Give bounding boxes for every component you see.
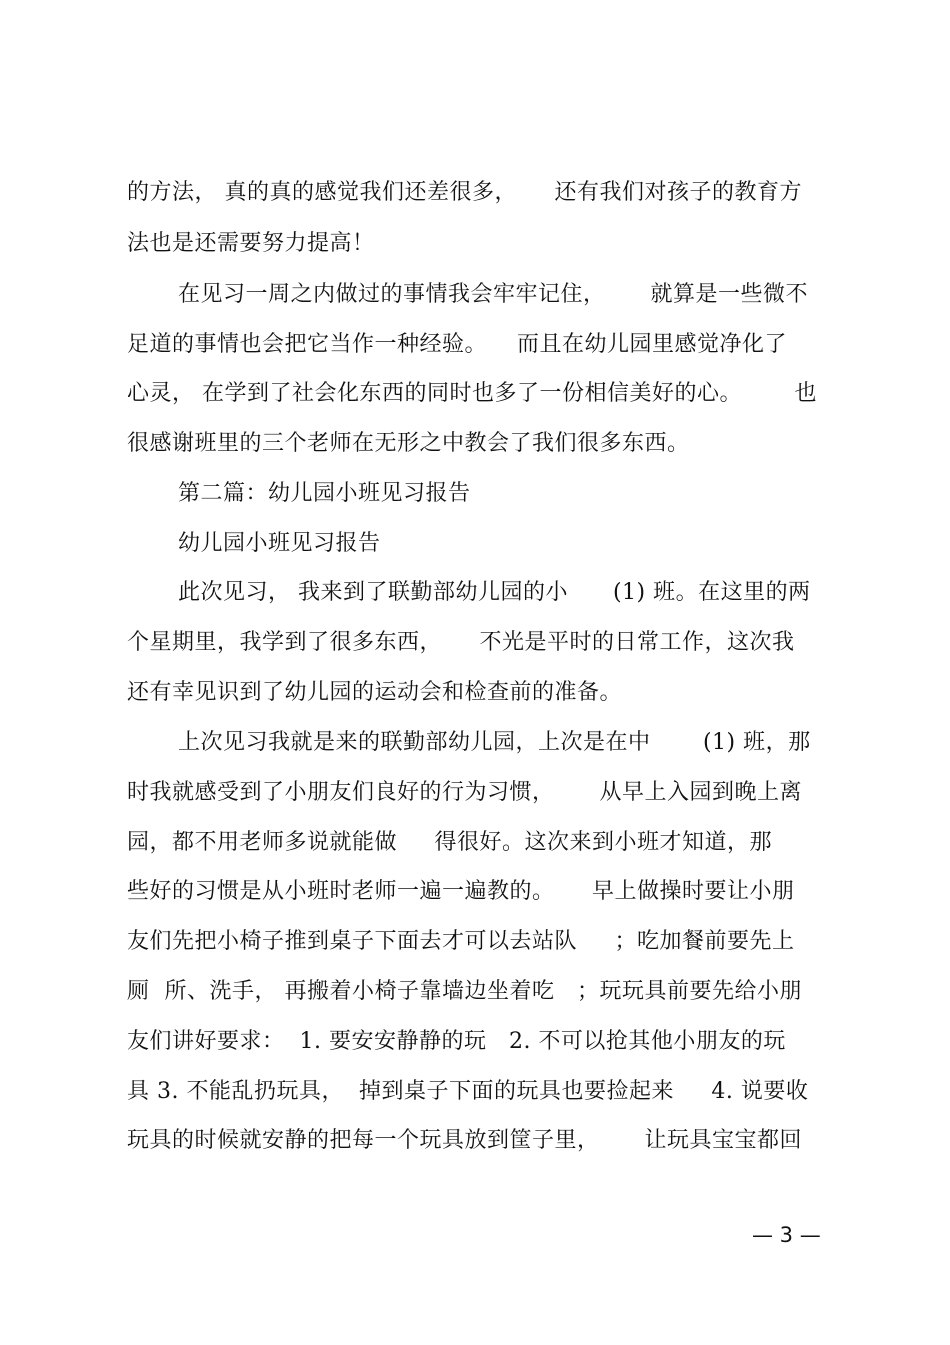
paragraph-4-line-6: 厕 所、洗手， 再搬着小椅子靠墙边坐着吃 ；玩玩具前要先给小朋	[127, 979, 802, 1004]
page-number: — 3 —	[752, 1223, 821, 1247]
paragraph-2-line-1: 在见习一周之内做过的事情我会牢牢记住， 就算是一些微不	[178, 282, 808, 307]
paragraph-2-line-2: 足道的事情也会把它当作一种经验。 而且在幼儿园里感觉净化了	[127, 332, 787, 357]
paragraph-4-line-4: 些好的习惯是从小班时老师一遍一遍教的。 早上做操时要让小朋	[127, 879, 795, 904]
paragraph-4-line-7: 友们讲好要求： 1. 要安安静静的玩 2. 不可以抢其他小朋友的玩	[127, 1029, 786, 1054]
paragraph-4-line-9: 玩具的时候就安静的把每一个玩具放到筐子里， 让玩具宝宝都回	[127, 1128, 802, 1153]
paragraph-1-line-2: 法也是还需要努力提高！	[127, 231, 375, 256]
paragraph-4-line-5: 友们先把小椅子推到桌子下面去才可以去站队 ；吃加餐前要先上	[127, 929, 795, 954]
paragraph-4-line-1: 上次见习我就是来的联勤部幼儿园，上次是在中 (1) 班，那	[178, 730, 811, 755]
report-title: 幼儿园小班见习报告	[178, 531, 381, 556]
paragraph-3-line-1: 此次见习， 我来到了联勤部幼儿园的小 (1) 班。在这里的两	[178, 580, 811, 605]
paragraph-3-line-2: 个星期里，我学到了很多东西， 不光是平时的日常工作，这次我	[127, 630, 795, 655]
paragraph-2-line-3: 心灵， 在学到了社会化东西的同时也多了一份相信美好的心。 也	[127, 381, 817, 406]
paragraph-2-line-4: 很感谢班里的三个老师在无形之中教会了我们很多东西。	[127, 431, 690, 456]
paragraph-4-line-8: 具 3. 不能乱扔玩具， 掉到桌子下面的玩具也要捡起来 4. 说要收	[127, 1079, 809, 1104]
paragraph-1-line-1: 的方法， 真的真的感觉我们还差很多， 还有我们对孩子的教育方	[127, 180, 802, 205]
section-heading: 第二篇：幼儿园小班见习报告	[178, 481, 471, 506]
paragraph-3-line-3: 还有幸见识到了幼儿园的运动会和检查前的准备。	[127, 680, 623, 705]
paragraph-4-line-2: 时我就感受到了小朋友们良好的行为习惯， 从早上入园到晚上离	[127, 780, 802, 805]
paragraph-4-line-3: 园，都不用老师多说就能做 得很好。这次来到小班才知道，那	[127, 830, 772, 855]
